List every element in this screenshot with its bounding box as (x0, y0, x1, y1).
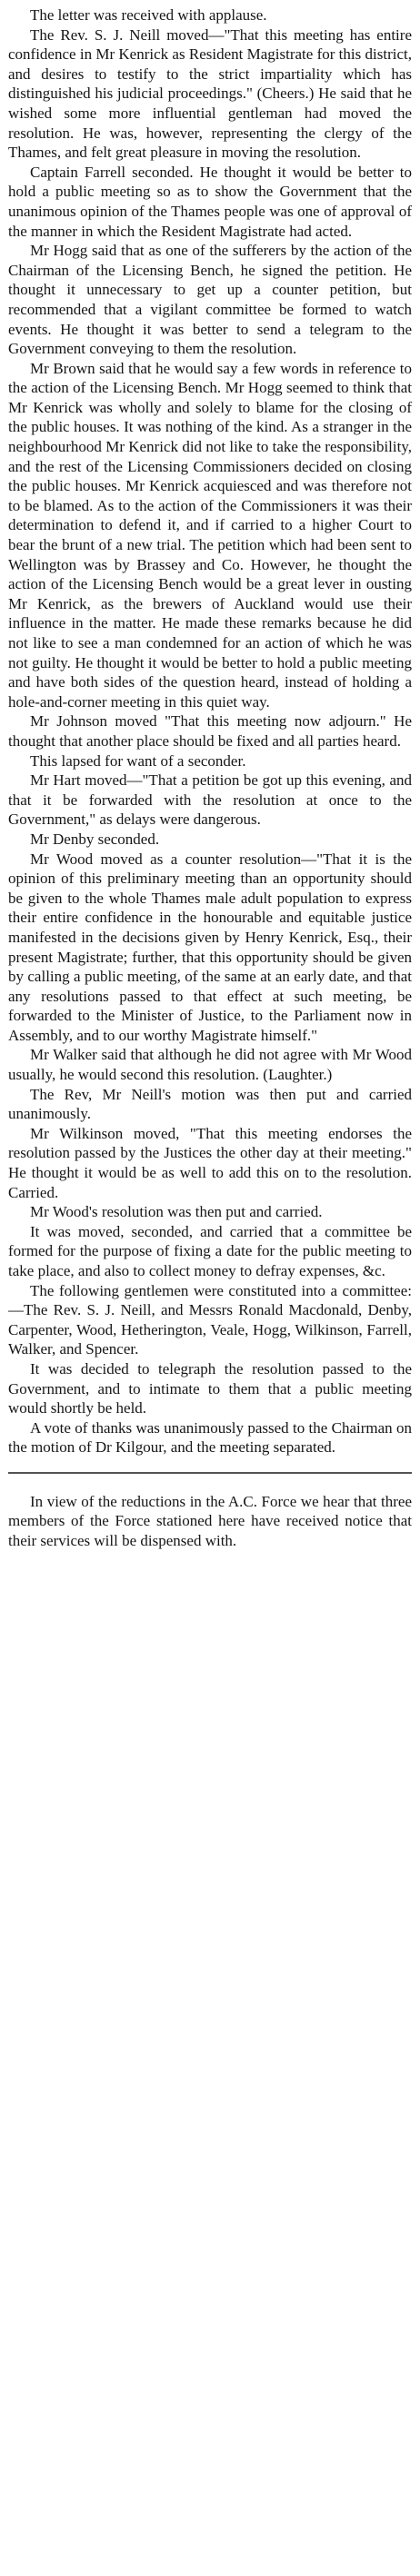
paragraph-committee-members: The following gentlemen were constituted into a committee:—The Rev. S. J. Neill, and Messrs Ronald Macdonald, Denby, Carpenter, Wood, Hetherington, Veale, Hogg, Wilkinson, Farrell, Walker, and Spencer. (8, 1281, 412, 1358)
paragraph-hogg: Mr Hogg said that as one of the sufferers by the action of the Chairman of the Licensing Bench, he signed the petition. He thought it unnecessary to get up a counter petition, but recommended that a vigilant committee be formed to watch events. He thought it was better to send a telegram to the Government conveying to them the resolution. (8, 242, 412, 358)
paragraph-letter-received: The letter was received with applause. (30, 6, 267, 24)
paragraph-farrell-seconded: Captain Farrell seconded. He thought it would be better to hold a public meeting so as to show the Government that the unanimous opinion of the Thames people was one of approval of the manner in which the Resident Magistrate had acted. (8, 163, 412, 240)
paragraph-lapsed: This lapsed for want of a seconder. (30, 751, 246, 770)
paragraph-walker: Mr Walker said that although he did not agree with Mr Wood usually, he would second this resolution. (Laughter.) (8, 1046, 412, 1084)
article-separator-rule (8, 1470, 412, 1476)
paragraph-telegraph: It was decided to telegraph the resolution passed to the Government, and to intimate to them that a public meeting would shortly be held. (8, 1359, 412, 1417)
paragraph-wood-counter-resolution: Mr Wood moved as a counter resolution—"That it is the opinion of this preliminary meeting than an opportunity should be given to the whole Thames male adult population to express their entire confidence in the honourable and equitable justice manifested in the decisions given by Henry Kenrick, Esq., their present Magistrate; further, that this opportunity should be given by calling a public meeting, of the same at an early date, and that any resolutions passed to that effect at such meeting, be forwarded to the Minister of Justice, to the Parliament now in Assembly, and to our worthy Magistrate himself." (8, 850, 412, 1044)
paragraph-brown: Mr Brown said that he would say a few words in reference to the action of the Licensing Bench. Mr Hogg seemed to think that Mr Kenrick was wholly and solely to blame for the closing of the public houses. It was nothing of the kind. As a stranger in the neighbourhood Mr Kenrick did not like to take the responsibility, and the rest of the Licensing Commissioners decided on closing the public houses. Mr Kenrick acquiesced and was therefore not to be blamed. As to the action of the Commissioners it was their determination to defend it, and if carried to a higher Court to bear the brunt of a new trial. The petition which had been sent to Wellington was by Brassey and Co. However, he thought the action of the Licensing Bench would be a great lever in ousting Mr Kenrick, as the brewers of Auckland would use their influence in the matter. He made these remarks because he did not like to see a man condemned for an action of which he was not guilty. He thought it would be better to hold a public meeting and have both sides of the question heard, instead of holding a hole-and-corner meeting in this quiet way. (8, 359, 412, 711)
paragraph-force-reductions: In view of the reductions in the A.C. Force we hear that three members of the Force stationed here have received notice that their services will be dispensed with. (8, 1492, 412, 1549)
paragraph-committee-formed: It was moved, seconded, and carried that a committee be formed for the purpose of fixing a date for the public meeting to take place, and also to collect money to defray expenses, &c. (8, 1222, 412, 1279)
paragraph-neill-motion: The Rev. S. J. Neill moved—"That this meeting has entire confidence in Mr Kenrick as Resident Magistrate for this district, and desires to testify to the strict impartiality which has distinguished his judicial proceedings." (Cheers.) He said that he wished some more influential gentleman had moved the resolution. He was, however, representing the clergy of the Thames, and felt great pleasure in moving the resolution. (8, 25, 412, 162)
paragraph-hart: Mr Hart moved—"That a petition be got up this evening, and that it be forwarded with the resolution at once to the Government," as delays were dangerous. (8, 771, 412, 829)
paragraph-neill-carried: The Rev, Mr Neill's motion was then put and carried unanimously. (8, 1085, 412, 1123)
paragraph-johnson: Mr Johnson moved "That this meeting now adjourn." He thought that another place should be fixed and all parties heard. (8, 712, 412, 750)
paragraph-denby: Mr Denby seconded. (30, 830, 160, 848)
paragraph-wilkinson: Mr Wilkinson moved, "That this meeting endorses the resolution passed by the Justices the other day at their meeting." He thought it would be as well to add this on to the resolution. Carried. (8, 1124, 412, 1201)
meeting-report (8, 5, 412, 1457)
paragraph-vote-of-thanks: A vote of thanks was unanimously passed to the Chairman on the motion of Dr Kilgour, and the meeting separated. (8, 1418, 412, 1457)
paragraph-wood-carried: Mr Wood's resolution was then put and carried. (30, 1203, 323, 1221)
